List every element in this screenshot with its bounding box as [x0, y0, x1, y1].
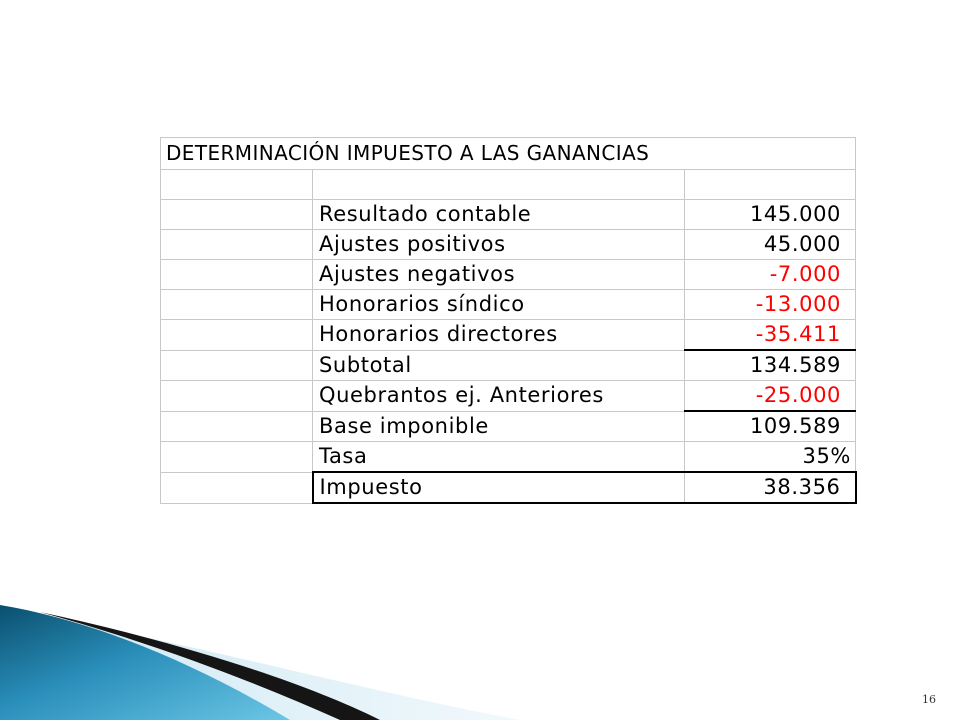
- table-cell: [685, 170, 856, 200]
- row-value: 38.356: [685, 472, 856, 503]
- table-cell: [161, 230, 313, 260]
- table-cell: [161, 320, 313, 351]
- table-cell: [161, 200, 313, 230]
- table-cell: [161, 411, 313, 442]
- table-row: [161, 411, 856, 442]
- table-cell: [161, 290, 313, 320]
- table-cell: [161, 260, 313, 290]
- table-row: [161, 230, 856, 260]
- table-cell: [313, 170, 685, 200]
- table-cell: [161, 442, 313, 473]
- row-label: Tasa: [313, 442, 685, 473]
- table-row: [161, 320, 856, 351]
- table-row: [161, 350, 856, 381]
- row-value-negative: -13.000: [685, 290, 856, 320]
- page-number: 16: [922, 693, 936, 706]
- table-row: [161, 442, 856, 473]
- table-row: [161, 260, 856, 290]
- table-row: [161, 381, 856, 412]
- table-cell: [161, 350, 313, 381]
- empty-row: [161, 170, 856, 200]
- row-label: Ajustes positivos: [313, 230, 685, 260]
- row-label: Impuesto: [313, 472, 685, 503]
- table-title: DETERMINACIÓN IMPUESTO A LAS GANANCIAS: [161, 138, 856, 170]
- row-label: Base imponible: [313, 411, 685, 442]
- table-row: [161, 200, 856, 230]
- row-value: 145.000: [685, 200, 856, 230]
- table-row-total: [161, 472, 856, 503]
- row-value: 35%: [685, 442, 856, 473]
- row-label: Ajustes negativos: [313, 260, 685, 290]
- table-cell: [161, 170, 313, 200]
- row-value-negative: -35.411: [685, 320, 856, 351]
- row-label: Subtotal: [313, 350, 685, 381]
- row-value-negative: -25.000: [685, 381, 856, 412]
- tax-determination-table: [160, 137, 857, 504]
- row-label: Quebrantos ej. Anteriores: [313, 381, 685, 412]
- table-row: [161, 290, 856, 320]
- table-cell: [161, 381, 313, 412]
- table-cell: [161, 472, 313, 503]
- row-value: 45.000: [685, 230, 856, 260]
- row-value: 134.589: [685, 350, 856, 381]
- row-value: 109.589: [685, 411, 856, 442]
- row-label: Resultado contable: [313, 200, 685, 230]
- row-label: Honorarios directores: [313, 320, 685, 351]
- title-row: [161, 138, 856, 170]
- row-value-negative: -7.000: [685, 260, 856, 290]
- row-label: Honorarios síndico: [313, 290, 685, 320]
